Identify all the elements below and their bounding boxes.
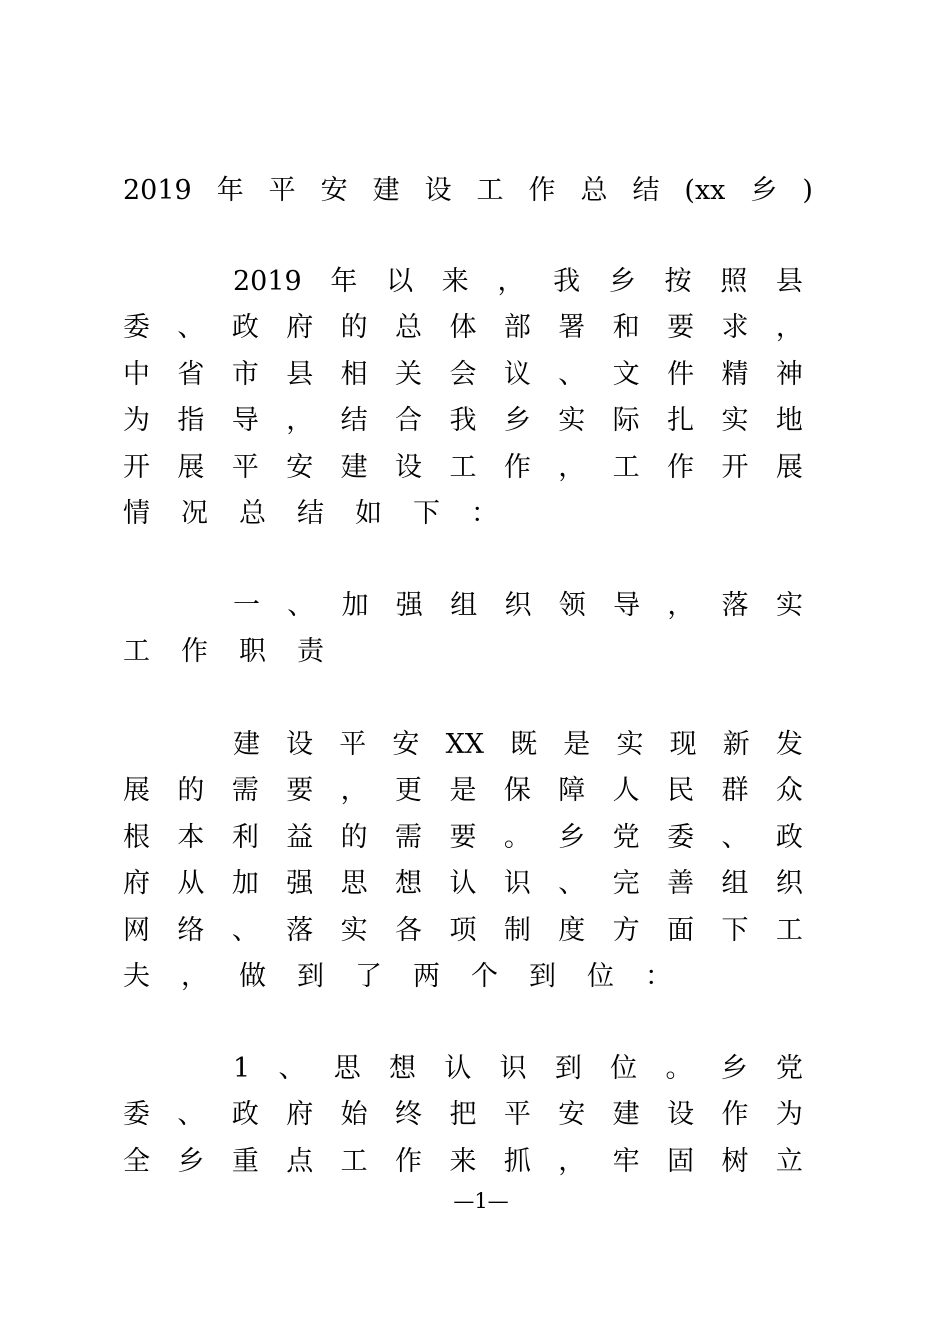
- text-token: 众: [775, 775, 803, 807]
- text-token: 政: [775, 821, 803, 853]
- text-line: [123, 583, 803, 629]
- text-token: 需: [395, 821, 423, 853]
- text-line: [123, 1046, 803, 1092]
- text-token: 牢: [612, 1145, 640, 1177]
- text-token: 项: [449, 914, 477, 946]
- text-token: 既: [510, 729, 538, 760]
- text-token: ：: [471, 497, 498, 529]
- text-token: 如: [355, 497, 382, 529]
- text-token: 组: [450, 590, 478, 621]
- text-token: 领: [558, 590, 586, 621]
- text-line: [123, 352, 803, 398]
- text-token: 位: [610, 1053, 638, 1084]
- text-token: 识: [503, 868, 531, 900]
- text-token: 把: [449, 1099, 477, 1131]
- text-token: 情: [123, 497, 150, 529]
- text-line: [123, 398, 803, 444]
- text-token: 2019: [233, 266, 302, 297]
- text-token: 是: [563, 729, 591, 760]
- text-token: 部: [503, 312, 531, 344]
- text-token: 建: [612, 1099, 640, 1131]
- text-token: 委: [123, 1099, 150, 1131]
- text-token: 责: [297, 636, 324, 668]
- text-token: 障: [558, 775, 586, 807]
- text-token: 识: [499, 1053, 527, 1084]
- text-token: 思: [333, 1053, 361, 1084]
- text-token: 各: [395, 914, 423, 946]
- text-token: 立: [775, 1145, 803, 1177]
- text-token: 善: [667, 868, 695, 900]
- text-token: 件: [667, 358, 695, 390]
- text-token: 根: [123, 821, 150, 853]
- text-token: ，: [181, 960, 208, 992]
- text-token: 下: [721, 914, 749, 946]
- text-token: 我: [553, 266, 581, 297]
- title-token: 安: [320, 175, 348, 206]
- text-token: 落: [721, 590, 749, 621]
- text-token: 利: [231, 821, 259, 853]
- text-token: 、: [721, 821, 749, 853]
- text-token: 来: [441, 266, 469, 297]
- text-line: [123, 908, 803, 954]
- text-token: 乡: [177, 1145, 205, 1177]
- text-token: 府: [123, 868, 150, 900]
- text-token: 落: [286, 914, 314, 946]
- text-token: 会: [449, 358, 477, 390]
- text-token: 想: [395, 868, 423, 900]
- text-token: 县: [286, 358, 314, 390]
- title-token: ): [802, 175, 813, 206]
- text-token: 、: [177, 1099, 205, 1131]
- text-token: 方: [612, 914, 640, 946]
- text-token: 委: [667, 821, 695, 853]
- text-token: 认: [449, 868, 477, 900]
- text-token: 终: [395, 1099, 423, 1131]
- text-token: 党: [612, 821, 640, 853]
- text-token: 保: [503, 775, 531, 807]
- text-token: 想: [389, 1053, 417, 1084]
- text-token: 工: [123, 636, 150, 668]
- text-token: 工: [340, 1145, 368, 1177]
- text-token: 下: [413, 497, 440, 529]
- title-token: 平: [268, 175, 296, 206]
- title-token: (xx: [684, 175, 726, 206]
- text-token: 乡: [558, 821, 586, 853]
- text-token: 实: [721, 405, 749, 437]
- text-token: XX: [445, 729, 485, 760]
- text-token: 设: [667, 1099, 695, 1131]
- text-token: 神: [775, 358, 803, 390]
- text-token: 重: [231, 1145, 259, 1177]
- page-number-text: —1—: [453, 1189, 509, 1213]
- text-token: 关: [395, 358, 423, 390]
- text-token: 展: [123, 775, 150, 807]
- text-token: 、: [558, 358, 586, 390]
- text-token: 中: [123, 358, 150, 390]
- text-token: 平: [339, 729, 367, 760]
- text-token: 作: [503, 451, 531, 483]
- text-token: 工: [775, 914, 803, 946]
- text-token: 现: [669, 729, 697, 760]
- text-token: 织: [775, 868, 803, 900]
- text-token: 发: [775, 729, 803, 760]
- text-token: 乡: [503, 405, 531, 437]
- text-token: 本: [177, 821, 205, 853]
- text-token: 导: [231, 405, 259, 437]
- text-token: 展: [775, 451, 803, 483]
- title-token: 建: [372, 175, 400, 206]
- text-token: ，: [497, 266, 525, 297]
- text-token: 加: [341, 590, 369, 621]
- text-token: 的: [340, 312, 368, 344]
- text-token: 府: [286, 312, 314, 344]
- document-title: [123, 168, 813, 214]
- title-token: 总: [580, 175, 608, 206]
- text-token: 网: [123, 914, 150, 946]
- text-token: 更: [395, 775, 423, 807]
- text-token: 到: [297, 960, 324, 992]
- text-token: 民: [667, 775, 695, 807]
- text-token: 、: [287, 590, 315, 621]
- text-token: 、: [558, 868, 586, 900]
- text-token: 到: [554, 1053, 582, 1084]
- text-token: 抓: [503, 1145, 531, 1177]
- text-token: 实: [616, 729, 644, 760]
- text-token: 设: [395, 451, 423, 483]
- text-token: 树: [721, 1145, 749, 1177]
- text-token: 了: [355, 960, 382, 992]
- text-token: 文: [612, 358, 640, 390]
- paragraph-body-1: [123, 722, 803, 1000]
- title-token: 作: [528, 175, 556, 206]
- text-token: 要: [449, 821, 477, 853]
- text-line: [123, 305, 803, 351]
- text-token: 安: [392, 729, 420, 760]
- text-token: 的: [340, 821, 368, 853]
- text-token: 是: [449, 775, 477, 807]
- text-line: [123, 445, 803, 491]
- text-token: 况: [181, 497, 208, 529]
- text-token: 、: [177, 312, 205, 344]
- text-token: 位: [587, 960, 614, 992]
- text-token: 为: [775, 1099, 803, 1131]
- page-number: [0, 1186, 950, 1216]
- text-token: 夫: [123, 960, 150, 992]
- text-token: 省: [177, 358, 205, 390]
- text-token: 建: [340, 451, 368, 483]
- text-token: 1: [233, 1053, 251, 1084]
- text-token: 相: [340, 358, 368, 390]
- text-token: 群: [721, 775, 749, 807]
- text-line: [123, 259, 803, 305]
- paragraph-item-1: [123, 1046, 803, 1185]
- text-token: 际: [612, 405, 640, 437]
- text-token: 总: [395, 312, 423, 344]
- text-token: 政: [231, 312, 259, 344]
- text-token: ：: [645, 960, 672, 992]
- text-token: 度: [558, 914, 586, 946]
- text-token: ，: [667, 590, 695, 621]
- text-token: 设: [286, 729, 314, 760]
- text-token: 结: [340, 405, 368, 437]
- text-token: 完: [612, 868, 640, 900]
- text-token: 作: [667, 451, 695, 483]
- title-token: 2019: [123, 175, 192, 206]
- text-token: 新: [722, 729, 750, 760]
- text-token: 求: [721, 312, 749, 344]
- text-token: 作: [395, 1145, 423, 1177]
- text-token: 织: [504, 590, 532, 621]
- text-token: 指: [177, 405, 205, 437]
- title-token: 设: [424, 175, 452, 206]
- text-token: 导: [613, 590, 641, 621]
- text-line: [123, 954, 803, 1000]
- text-token: 来: [449, 1145, 477, 1177]
- text-token: 委: [123, 312, 150, 344]
- text-token: 乡: [608, 266, 636, 297]
- text-token: 开: [721, 451, 749, 483]
- text-token: 工: [449, 451, 477, 483]
- text-token: 按: [664, 266, 692, 297]
- text-line: [123, 722, 803, 768]
- text-line: [123, 629, 803, 675]
- text-token: ，: [775, 312, 803, 344]
- text-token: 一: [233, 590, 260, 621]
- text-token: 面: [667, 914, 695, 946]
- text-token: 做: [239, 960, 266, 992]
- text-token: 工: [612, 451, 640, 483]
- text-token: 始: [340, 1099, 368, 1131]
- text-token: ，: [558, 1145, 586, 1177]
- text-token: 作: [181, 636, 208, 668]
- text-token: 议: [503, 358, 531, 390]
- text-line: [123, 861, 803, 907]
- text-token: 年: [330, 266, 358, 297]
- text-token: 署: [558, 312, 586, 344]
- text-token: 的: [177, 775, 205, 807]
- text-token: 作: [721, 1099, 749, 1131]
- text-token: 认: [444, 1053, 472, 1084]
- text-line: [123, 491, 803, 537]
- text-line: [123, 1092, 803, 1138]
- text-token: 要: [286, 775, 314, 807]
- text-token: 、: [278, 1053, 306, 1084]
- text-token: 总: [239, 497, 266, 529]
- text-token: 开: [123, 451, 150, 483]
- text-token: 县: [775, 266, 803, 297]
- text-token: 实: [775, 590, 803, 621]
- text-token: 强: [395, 590, 423, 621]
- text-token: 制: [503, 914, 531, 946]
- paragraph-heading-1: [123, 583, 803, 676]
- text-token: 安: [558, 1099, 586, 1131]
- text-token: 政: [231, 1099, 259, 1131]
- text-token: 乡: [720, 1053, 748, 1084]
- text-token: 思: [340, 868, 368, 900]
- text-token: 平: [231, 451, 259, 483]
- title-token: 乡: [750, 175, 778, 206]
- text-token: 需: [231, 775, 259, 807]
- text-token: 全: [123, 1145, 150, 1177]
- text-token: 合: [395, 405, 423, 437]
- text-token: 职: [239, 636, 266, 668]
- text-token: 市: [231, 358, 259, 390]
- text-token: 、: [231, 914, 259, 946]
- text-token: 组: [721, 868, 749, 900]
- text-token: ，: [340, 775, 368, 807]
- text-token: 。: [665, 1053, 693, 1084]
- text-token: 以: [386, 266, 414, 297]
- text-token: 到: [529, 960, 556, 992]
- text-token: 府: [286, 1099, 314, 1131]
- text-token: 体: [449, 312, 477, 344]
- text-token: 和: [612, 312, 640, 344]
- title-token: 结: [632, 175, 660, 206]
- text-token: 安: [286, 451, 314, 483]
- text-token: 两: [413, 960, 440, 992]
- text-token: 要: [667, 312, 695, 344]
- text-token: 结: [297, 497, 324, 529]
- title-token: 工: [476, 175, 504, 206]
- title-token: 年: [216, 175, 244, 206]
- text-token: 益: [286, 821, 314, 853]
- text-token: 建: [233, 729, 260, 760]
- text-token: 从: [177, 868, 205, 900]
- text-token: 我: [449, 405, 477, 437]
- text-token: 平: [503, 1099, 531, 1131]
- text-token: 加: [231, 868, 259, 900]
- text-token: 个: [471, 960, 498, 992]
- text-token: ，: [558, 451, 586, 483]
- text-token: 扎: [667, 405, 695, 437]
- text-token: 为: [123, 405, 150, 437]
- text-token: 精: [721, 358, 749, 390]
- text-token: 人: [612, 775, 640, 807]
- text-token: 络: [177, 914, 205, 946]
- text-token: 。: [503, 821, 531, 853]
- text-token: 实: [558, 405, 586, 437]
- text-line: [123, 768, 803, 814]
- text-token: 地: [775, 405, 803, 437]
- text-token: 党: [776, 1053, 803, 1084]
- text-line: [123, 1139, 803, 1185]
- text-token: 点: [286, 1145, 314, 1177]
- text-token: ，: [286, 405, 314, 437]
- text-token: 实: [340, 914, 368, 946]
- text-line: [123, 815, 803, 861]
- text-token: 强: [286, 868, 314, 900]
- text-token: 固: [667, 1145, 695, 1177]
- text-token: 照: [720, 266, 748, 297]
- text-token: 展: [177, 451, 205, 483]
- paragraph-intro: [123, 259, 803, 537]
